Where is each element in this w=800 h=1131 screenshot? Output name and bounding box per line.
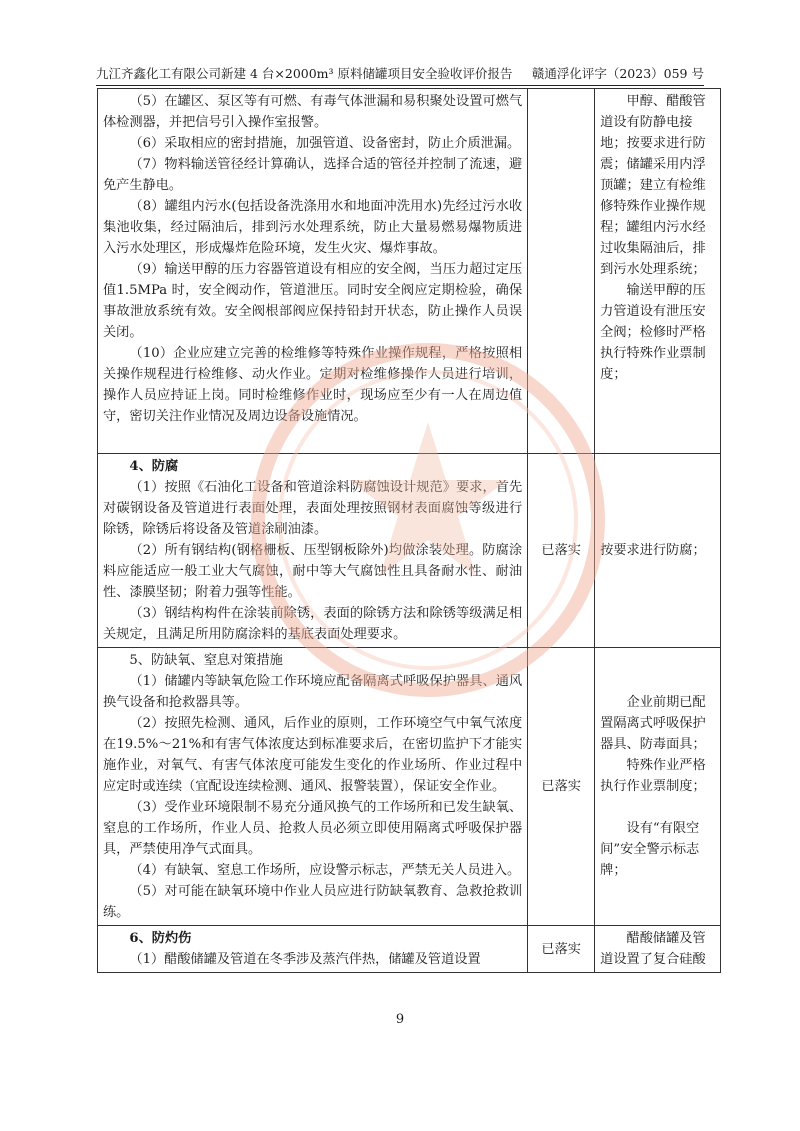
section-heading: 5、防缺氧、窒息对策措施 [129, 653, 283, 668]
remark-paragraph: 甲醇、醋酸管道设有防静电接地；按要求进行防震；储罐采用内浮顶罐；建立有检维修特殊作业操作规程；罐组内污水经过收集隔油后，排到污水处理系统； [600, 94, 706, 277]
status-cell: 已落实 [528, 926, 595, 973]
measure-paragraph: （1）按照《石油化工设备和管道涂料防腐蚀设计规范》要求，首先对碳钢设备及管道进行表面处理，表面处理按照钢材表面腐蚀等级进行除锈，除锈后将设备及管道涂刷油漆。 [103, 480, 523, 537]
measure-paragraph: （2）所有钢结构(钢格栅板、压型钢板除外)均做涂装处理。防腐涂料应能适应一般工业大气腐蚀，耐中等大气腐蚀性且具备耐水性、耐油性、漆膜坚韧；附着力强等性能。 [103, 543, 523, 600]
remark-paragraph: 醋酸储罐及管道设置了复合硅酸 [600, 931, 706, 967]
table-row [98, 926, 721, 973]
measure-paragraph: （1）醋酸储罐及管道在冬季涉及蒸汽伴热，储罐及管道设置 [129, 952, 481, 967]
status-cell: 已落实 [528, 648, 595, 926]
measure-cell [98, 926, 528, 973]
measure-cell [98, 454, 528, 648]
remark-paragraph: 设有“有限空间”安全警示标志牌； [600, 821, 700, 878]
remark-cell [595, 926, 721, 973]
header-report-title: 九江齐鑫化工有限公司新建 4 台×2000m³ 原料储罐项目安全验收评价报告 [96, 66, 513, 81]
measure-paragraph: （9）输送甲醇的压力容器管道设有相应的安全阀，当压力超过定压值1.5MPa 时，安全阀动作，管道泄压。同时安全阀应定期检验，确保事故泄放系统有效。安全阀根部阀应保持铅封开状态，防止操作人员误关闭。 [103, 262, 523, 340]
measure-paragraph: （7）物料输送管径经计算确认，选择合适的管径并控制了流速，避免产生静电。 [103, 157, 523, 193]
remark-paragraph: 企业前期已配置隔离式呼吸保护器具、防毒面具； [600, 695, 706, 752]
remark-paragraph: 输送甲醇的压力管道设有泄压安全阀；检修时严格执行特殊作业票制度； [600, 283, 706, 382]
measure-paragraph: （6）采取相应的密封措施，加强管道、设备密封，防止介质泄漏。 [129, 136, 521, 151]
page-header [96, 62, 704, 86]
page-number: 9 [395, 1012, 405, 1027]
remark-cell [595, 89, 721, 454]
status-cell: 已落实 [528, 454, 595, 648]
measure-cell [98, 648, 528, 926]
measure-paragraph: （10）企业应建立完善的检维修等特殊作业操作规程，严格按照相关操作规程进行检维修、动火作业。定期对检维修操作人员进行培训，操作人员应持证上岗。同时检维修作业时，现场应至少有一人在周边值守，密切关注作业情况及周边设备设施情况。 [103, 346, 523, 424]
header-report-number: 赣通浮化评字（2023）059 号 [531, 66, 704, 81]
table-row [98, 648, 721, 926]
measure-cell [98, 89, 528, 454]
table-row [98, 89, 721, 454]
section-heading: 6、防灼伤 [129, 931, 192, 946]
measure-paragraph: （8）罐组内污水(包括设备洗涤用水和地面冲洗用水)先经过污水收集池收集，经过隔油后，排到污水处理系统，防止大量易燃易爆物质进入污水处理区，形成爆炸危险环境，发生火灾、爆炸事故。 [103, 199, 523, 256]
remark-cell [595, 648, 721, 926]
measure-paragraph: （5）在罐区、泵区等有可燃、有毒气体泄漏和易积聚处设置可燃气体检测器，并把信号引入操作室报警。 [103, 94, 523, 130]
measures-table [97, 88, 721, 973]
status-cell [528, 89, 595, 454]
measure-paragraph: （4）有缺氧、窒息工作场所，应设警示标志，严禁无关人员进入。 [129, 863, 521, 878]
measure-paragraph: （5）对可能在缺氧环境中作业人员应进行防缺氧教育、急救抢救训练。 [103, 884, 523, 920]
measure-paragraph: （1）储罐内等缺氧危险工作环境应配备隔离式呼吸保护器具、通风换气设备和抢救器具等。 [103, 674, 523, 710]
remark-paragraph: 按要求进行防腐； [600, 543, 706, 558]
remark-cell [595, 454, 721, 648]
measure-paragraph: （3）受作业环境限制不易充分通风换气的工作场所和已发生缺氧、窒息的工作场所，作业人员、抢救人员必须立即使用隔离式呼吸保护器具，严禁使用净气式面具。 [103, 800, 523, 857]
measure-paragraph: （2）按照先检测、通风，后作业的原则，工作环境空气中氧气浓度在19.5%～21%和有害气体浓度达到标准要求后，在密切监护下才能实施作业，对氧气、有害气体浓度可能发生变化的作业场所、作业过程中应定时或连续（宜配设连续检测、通风、报警装置），保证安全作业。 [103, 716, 523, 794]
section-heading: 4、防腐 [129, 459, 179, 474]
table-row [98, 454, 721, 648]
remark-paragraph: 特殊作业严格执行作业票制度； [600, 758, 706, 794]
measure-paragraph: （3）钢结构构件在涂装前除锈，表面的除锈方法和除锈等级满足相关规定，且满足所用防腐涂料的基底表面处理要求。 [103, 606, 523, 642]
